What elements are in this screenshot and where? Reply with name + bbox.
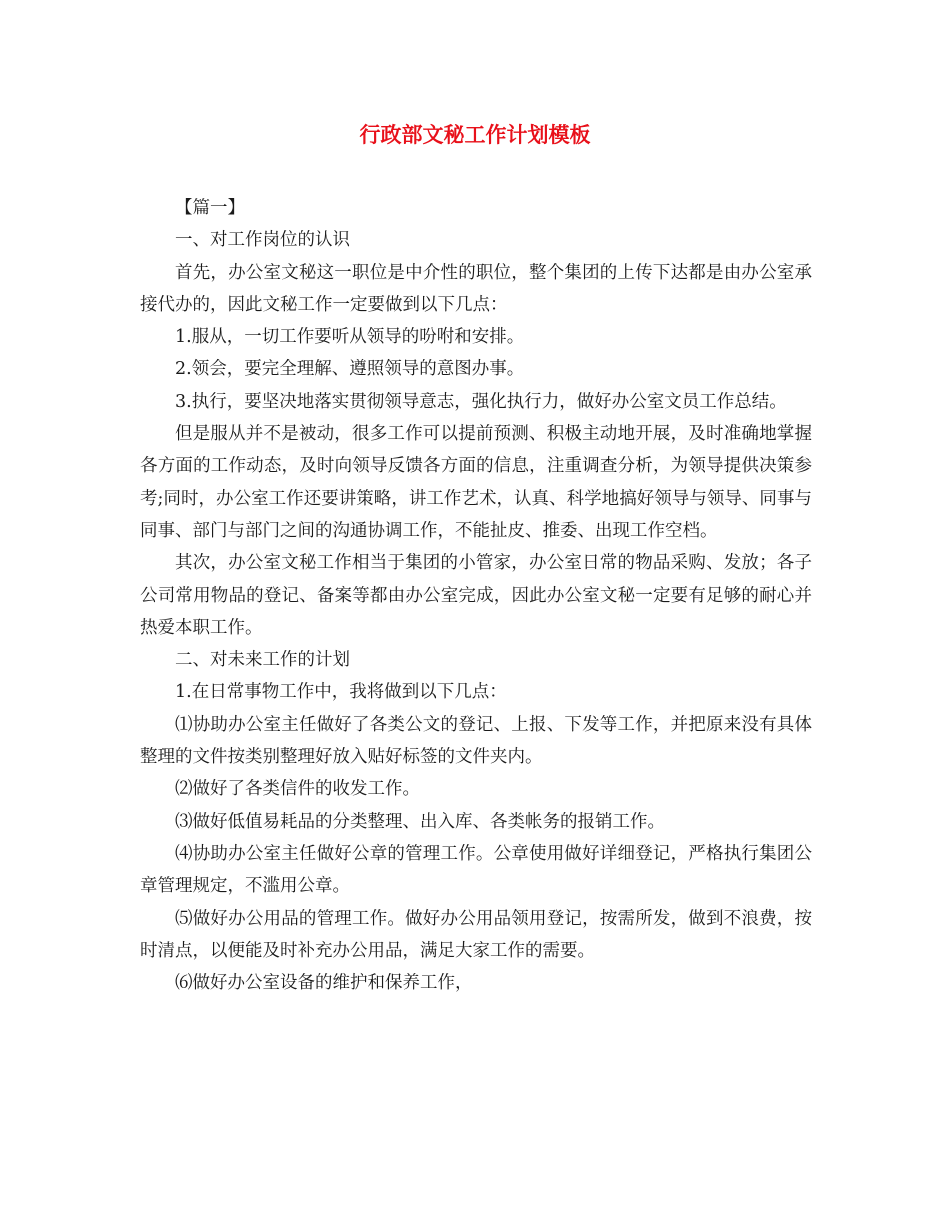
list-item: 1.在日常事物工作中，我将做到以下几点： [175,682,507,703]
list-item: 1.服从，一切工作要听从领导的吩咐和安排。 [175,327,525,348]
list-item: 2.领会，要完全理解、遵照领导的意图办事。 [175,359,525,380]
list-item: 3.执行，要坚决地落实贯彻领导意志，强化执行力，做好办公室文员工作总结。 [175,391,787,412]
paragraph: 首先，办公室文秘这一职位是中介性的职位，整个集团的上传下达都是由办公室承接代办的，因此文秘工作一定要做到以下几点： [140,262,812,315]
sub-list-item: ⑵做好了各类信件的收发工作。 [175,779,420,800]
sub-list-item: ⑶做好低值易耗品的分类整理、出入库、各类帐务的报销工作。 [175,811,665,832]
sub-list-item: ⑷协助办公室主任做好公章的管理工作。公章使用做好详细登记，严格执行集团公章管理规定，不滥用公章。 [140,843,812,897]
section-label: 【篇一】 [175,198,245,218]
paragraph: 但是服从并不是被动，很多工作可以提前预测、积极主动地开展，及时准确地掌握各方面的工作动态，及时向领导反馈各方面的信息，注重调查分析，为领导提供决策参考;同时，办公室工作还要讲策略，讲工作艺术，认真、科学地搞好领导与领导、同事与同事、部门与部门之间的沟通协调工作，不能扯皮、推委、出现工作空档。 [140,424,812,541]
sub-list-item: ⑴协助办公室主任做好了各类公文的登记、上报、下发等工作，并把原来没有具体整理的文件按类别整理好放入贴好标签的文件夹内。 [140,714,812,768]
sub-list-item: ⑹做好办公室设备的维护和保养工作， [175,973,473,994]
heading-2: 二、对未来工作的计划 [175,650,350,671]
heading-1: 一、对工作岗位的认识 [175,230,350,251]
document-title: 行政部文秘工作计划模板 [359,122,591,147]
sub-list-item: ⑸做好办公用品的管理工作。做好办公用品领用登记，按需所发，做到不浪费，按时清点，以便能及时补充办公用品，满足大家工作的需要。 [140,908,812,961]
document-body [140,192,812,999]
paragraph: 其次，办公室文秘工作相当于集团的小管家，办公室日常的物品采购、发放；各子公司常用物品的登记、备案等都由办公室完成，因此办公室文秘一定要有足够的耐心并热爱本职工作。 [140,553,812,638]
